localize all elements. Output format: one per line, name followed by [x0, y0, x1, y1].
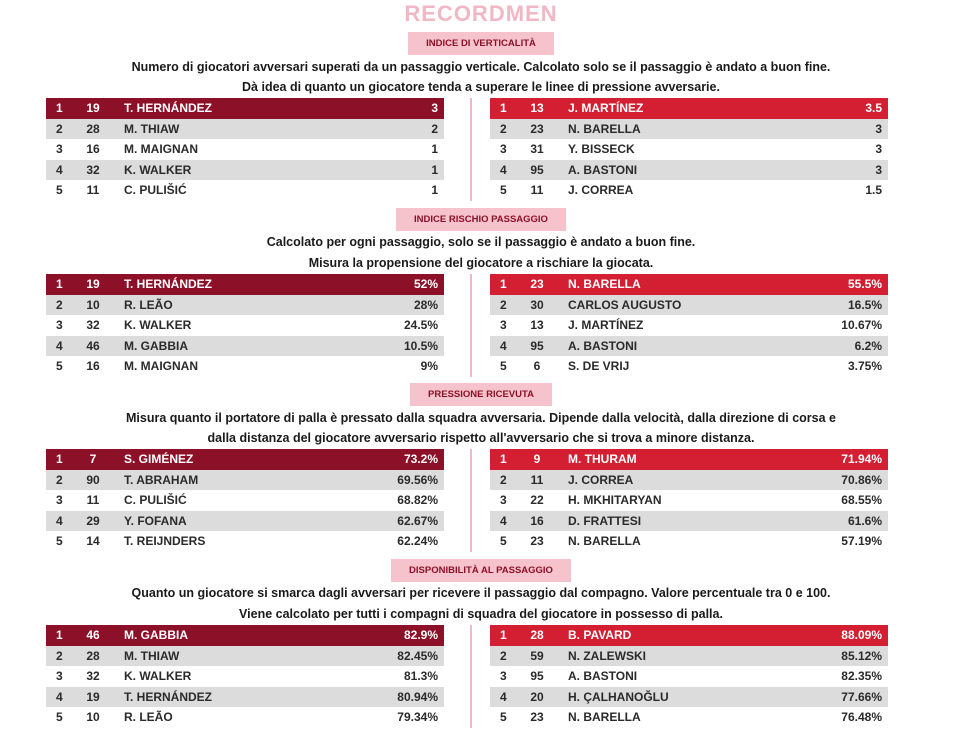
rank-cell: 4 — [56, 162, 63, 177]
shirt-number-cell: 46 — [86, 338, 100, 353]
table-row — [46, 98, 444, 119]
value-cell: 16.5% — [847, 297, 882, 312]
rank-cell: 4 — [500, 689, 507, 704]
rank-cell: 2 — [56, 648, 63, 663]
table-row — [490, 356, 888, 377]
shirt-number-cell: 13 — [530, 101, 544, 115]
table-row — [490, 511, 888, 532]
shirt-number-cell: 19 — [86, 101, 100, 115]
shirt-number-cell: 32 — [86, 318, 100, 333]
shirt-number-cell: 28 — [530, 628, 544, 642]
right-team-table — [490, 98, 888, 201]
player-name-cell: A. BASTONI — [568, 669, 638, 684]
player-name-cell: D. FRATTESI — [568, 513, 642, 528]
table-row — [46, 666, 444, 687]
right-team-table — [490, 274, 888, 377]
rank-cell: 1 — [500, 101, 507, 115]
value-cell: 70.86% — [841, 472, 882, 487]
table-row — [46, 356, 444, 377]
value-cell: 82.9% — [403, 628, 438, 642]
section-badge-label: INDICE RISCHIO PASSAGGIO — [396, 208, 566, 231]
table-row — [490, 274, 888, 295]
shirt-number-cell: 19 — [86, 689, 100, 704]
player-name-cell: M. THIAW — [124, 648, 180, 663]
shirt-number-cell: 19 — [86, 277, 100, 291]
value-cell: 62.24% — [397, 534, 438, 549]
section-badge-label: INDICE DI VERTICALITÀ — [408, 32, 554, 55]
rank-cell: 1 — [56, 628, 63, 642]
value-cell: 62.67% — [397, 513, 438, 528]
rank-cell: 3 — [500, 142, 507, 157]
table-row — [490, 180, 888, 201]
value-cell: 52% — [413, 277, 438, 291]
right-team-table — [490, 449, 888, 552]
table-row — [46, 531, 444, 552]
shirt-number-cell: 30 — [530, 297, 544, 312]
section-description-line: Quanto un giocatore si smarca dagli avversari per ricevere il passaggio dal compagno. Valore percentuale tra 0 e 100. — [131, 586, 831, 600]
table-row — [46, 336, 444, 357]
rank-cell: 3 — [56, 669, 63, 684]
table-row — [490, 687, 888, 708]
value-cell: 82.35% — [841, 669, 882, 684]
rank-cell: 2 — [500, 472, 507, 487]
player-name-cell: M. MAIGNAN — [124, 359, 198, 374]
player-name-cell: M. THURAM — [568, 452, 637, 466]
rank-cell: 2 — [56, 297, 63, 312]
rank-cell: 5 — [500, 183, 507, 198]
left-team-table — [46, 625, 444, 728]
column-divider — [470, 98, 472, 201]
table-row — [490, 531, 888, 552]
rank-cell: 1 — [500, 452, 507, 466]
table-row — [490, 139, 888, 160]
left-team-table — [46, 274, 444, 377]
shirt-number-cell: 95 — [530, 338, 544, 353]
value-cell: 1 — [431, 183, 438, 198]
table-row — [490, 707, 888, 728]
player-name-cell: T. HERNÁNDEZ — [124, 277, 213, 291]
table-row — [490, 295, 888, 316]
section-badge-label: PRESSIONE RICEVUTA — [410, 383, 552, 406]
table-row — [46, 625, 444, 646]
shirt-number-cell: 59 — [530, 648, 544, 663]
shirt-number-cell: 23 — [530, 534, 544, 549]
rank-cell: 5 — [56, 534, 63, 549]
shirt-number-cell: 14 — [86, 534, 100, 549]
player-name-cell: T. HERNÁNDEZ — [124, 689, 213, 704]
value-cell: 3 — [431, 101, 438, 115]
rank-cell: 1 — [56, 452, 63, 466]
player-name-cell: C. PULIŠIĆ — [124, 183, 187, 198]
shirt-number-cell: 32 — [86, 669, 100, 684]
value-cell: 24.5% — [403, 318, 438, 333]
value-cell: 3 — [875, 162, 882, 177]
value-cell: 76.48% — [841, 710, 882, 725]
player-name-cell: N. BARELLA — [568, 534, 641, 549]
value-cell: 3 — [875, 121, 882, 136]
table-row — [46, 646, 444, 667]
section-badge — [0, 383, 962, 406]
table-row — [46, 707, 444, 728]
rank-cell: 3 — [56, 318, 63, 333]
player-name-cell: T. REIJNDERS — [124, 534, 206, 549]
section-description-line: Viene calcolato per tutti i compagni di squadra del giocatore in possesso di palla. — [239, 607, 723, 621]
rank-cell: 1 — [500, 277, 507, 291]
rank-cell: 3 — [500, 318, 507, 333]
value-cell: 79.34% — [397, 710, 438, 725]
table-row — [490, 470, 888, 491]
table-row — [490, 160, 888, 181]
table-row — [490, 449, 888, 470]
player-name-cell: B. PAVARD — [568, 628, 632, 642]
shirt-number-cell: 9 — [533, 452, 541, 466]
player-name-cell: H. ÇALHANOĞLU — [568, 689, 669, 704]
player-name-cell: J. MARTÍNEZ — [568, 101, 644, 115]
player-name-cell: CARLOS AUGUSTO — [568, 297, 682, 312]
player-name-cell: A. BASTONI — [568, 162, 638, 177]
section-badge — [0, 32, 962, 55]
column-divider — [470, 449, 472, 552]
value-cell: 2 — [431, 121, 438, 136]
left-team-table — [46, 449, 444, 552]
table-row — [46, 470, 444, 491]
player-name-cell: M. GABBIA — [124, 628, 188, 642]
shirt-number-cell: 28 — [86, 121, 100, 136]
table-row — [46, 687, 444, 708]
value-cell: 10.5% — [403, 338, 438, 353]
rank-cell: 2 — [500, 297, 507, 312]
value-cell: 73.2% — [403, 452, 438, 466]
rank-cell: 1 — [56, 101, 63, 115]
value-cell: 61.6% — [847, 513, 882, 528]
rank-cell: 5 — [500, 534, 507, 549]
shirt-number-cell: 29 — [86, 513, 100, 528]
rank-cell: 4 — [56, 513, 63, 528]
player-name-cell: J. CORREA — [568, 183, 634, 198]
value-cell: 69.56% — [397, 472, 438, 487]
shirt-number-cell: 23 — [530, 710, 544, 725]
shirt-number-cell: 16 — [86, 359, 100, 374]
rank-cell: 3 — [500, 669, 507, 684]
table-row — [46, 295, 444, 316]
rank-cell: 4 — [500, 513, 507, 528]
player-name-cell: T. ABRAHAM — [124, 472, 199, 487]
player-name-cell: S. GIMÉNEZ — [124, 452, 194, 466]
value-cell: 80.94% — [397, 689, 438, 704]
shirt-number-cell: 46 — [86, 628, 100, 642]
table-row — [490, 98, 888, 119]
player-name-cell: S. DE VRIJ — [568, 359, 630, 374]
value-cell: 9% — [420, 359, 438, 374]
player-name-cell: M. MAIGNAN — [124, 142, 198, 157]
shirt-number-cell: 20 — [530, 689, 544, 704]
rank-cell: 2 — [500, 648, 507, 663]
player-name-cell: N. BARELLA — [568, 710, 641, 725]
column-divider — [470, 625, 472, 728]
table-row — [490, 646, 888, 667]
section-description-line: Misura la propensione del giocatore a rischiare la giocata. — [308, 256, 654, 270]
section-badge-label: DISPONIBILITÀ AL PASSAGGIO — [391, 559, 571, 582]
table-row — [46, 490, 444, 511]
table-row — [46, 449, 444, 470]
table-row — [46, 139, 444, 160]
shirt-number-cell: 11 — [530, 472, 544, 487]
table-row — [46, 511, 444, 532]
table-row — [490, 625, 888, 646]
value-cell: 57.19% — [841, 534, 882, 549]
section-description-line: Misura quanto il portatore di palla è pressato dalla squadra avversaria. Dipende dalla velocità, dalla direzione di corsa e — [126, 411, 836, 425]
player-name-cell: T. HERNÁNDEZ — [124, 101, 213, 115]
shirt-number-cell: 7 — [89, 452, 97, 466]
value-cell: 85.12% — [841, 648, 882, 663]
value-cell: 10.67% — [841, 318, 882, 333]
player-name-cell: A. BASTONI — [568, 338, 638, 353]
shirt-number-cell: 10 — [86, 710, 100, 725]
section-description-line: Numero di giocatori avversari superati da un passaggio verticale. Calcolato solo se il passaggio è andato a buon fine. — [131, 60, 831, 74]
section-badge — [0, 559, 962, 582]
table-row — [46, 180, 444, 201]
player-name-cell: N. BARELLA — [568, 121, 641, 136]
rank-cell: 5 — [56, 359, 63, 374]
table-row — [46, 119, 444, 140]
rank-cell: 5 — [56, 710, 63, 725]
rank-cell: 4 — [56, 689, 63, 704]
rank-cell: 1 — [56, 277, 63, 291]
value-cell: 6.2% — [854, 338, 882, 353]
section-description-line: Calcolato per ogni passaggio, solo se il passaggio è andato a buon fine. — [266, 235, 696, 249]
shirt-number-cell: 11 — [530, 183, 544, 198]
rank-cell: 4 — [56, 338, 63, 353]
shirt-number-cell: 13 — [530, 318, 544, 333]
player-name-cell: M. THIAW — [124, 121, 180, 136]
value-cell: 77.66% — [841, 689, 882, 704]
shirt-number-cell: 23 — [530, 277, 544, 291]
rank-cell: 4 — [500, 338, 507, 353]
shirt-number-cell: 23 — [530, 121, 544, 136]
column-divider — [470, 274, 472, 377]
shirt-number-cell: 31 — [530, 142, 544, 157]
value-cell: 1.5 — [865, 183, 882, 198]
player-name-cell: N. BARELLA — [568, 277, 641, 291]
value-cell: 3.75% — [847, 359, 882, 374]
player-name-cell: J. MARTÍNEZ — [568, 318, 644, 333]
value-cell: 3 — [875, 142, 882, 157]
rank-cell: 2 — [500, 121, 507, 136]
player-name-cell: C. PULIŠIĆ — [124, 493, 187, 508]
table-row — [490, 666, 888, 687]
player-name-cell: R. LEÃO — [124, 710, 173, 725]
player-name-cell: K. WALKER — [124, 669, 192, 684]
value-cell: 71.94% — [841, 452, 882, 466]
table-row — [490, 490, 888, 511]
table-row — [46, 315, 444, 336]
shirt-number-cell: 28 — [86, 648, 100, 663]
rank-cell: 3 — [56, 493, 63, 508]
section-badge — [0, 208, 962, 231]
value-cell: 55.5% — [847, 277, 882, 291]
shirt-number-cell: 32 — [86, 162, 100, 177]
rank-cell: 3 — [500, 493, 507, 508]
rank-cell: 5 — [56, 183, 63, 198]
shirt-number-cell: 10 — [86, 297, 100, 312]
player-name-cell: Y. FOFANA — [124, 513, 187, 528]
table-row — [46, 160, 444, 181]
shirt-number-cell: 22 — [530, 493, 544, 508]
table-row — [490, 119, 888, 140]
rank-cell: 5 — [500, 710, 507, 725]
shirt-number-cell: 95 — [530, 162, 544, 177]
rank-cell: 4 — [500, 162, 507, 177]
rank-cell: 2 — [56, 121, 63, 136]
shirt-number-cell: 95 — [530, 669, 544, 684]
value-cell: 1 — [431, 142, 438, 157]
player-name-cell: H. MKHITARYAN — [568, 493, 662, 508]
rank-cell: 1 — [500, 628, 507, 642]
shirt-number-cell: 16 — [530, 513, 544, 528]
value-cell: 81.3% — [403, 669, 438, 684]
player-name-cell: K. WALKER — [124, 162, 192, 177]
player-name-cell: M. GABBIA — [124, 338, 188, 353]
player-name-cell: J. CORREA — [568, 472, 634, 487]
shirt-number-cell: 16 — [86, 142, 100, 157]
value-cell: 3.5 — [865, 101, 882, 115]
value-cell: 68.82% — [397, 493, 438, 508]
rank-cell: 5 — [500, 359, 507, 374]
value-cell: 68.55% — [841, 493, 882, 508]
shirt-number-cell: 11 — [86, 493, 100, 508]
player-name-cell: N. ZALEWSKI — [568, 648, 646, 663]
value-cell: 1 — [431, 162, 438, 177]
table-row — [490, 315, 888, 336]
left-team-table — [46, 98, 444, 201]
shirt-number-cell: 11 — [86, 183, 100, 198]
section-description-line: Dà idea di quanto un giocatore tenda a superare le linee di pressione avversarie. — [242, 80, 720, 94]
table-row — [46, 274, 444, 295]
value-cell: 82.45% — [397, 648, 438, 663]
player-name-cell: Y. BISSECK — [568, 142, 635, 157]
value-cell: 28% — [413, 297, 438, 312]
value-cell: 88.09% — [841, 628, 882, 642]
player-name-cell: K. WALKER — [124, 318, 192, 333]
shirt-number-cell: 90 — [86, 472, 100, 487]
table-row — [490, 336, 888, 357]
right-team-table — [490, 625, 888, 728]
page-title: RECORDMEN — [404, 1, 558, 26]
player-name-cell: R. LEÃO — [124, 297, 173, 312]
rank-cell: 3 — [56, 142, 63, 157]
rank-cell: 2 — [56, 472, 63, 487]
shirt-number-cell: 6 — [533, 359, 541, 374]
section-description-line: dalla distanza del giocatore avversario rispetto all'avversario che si trova a minore distanza. — [207, 431, 755, 445]
